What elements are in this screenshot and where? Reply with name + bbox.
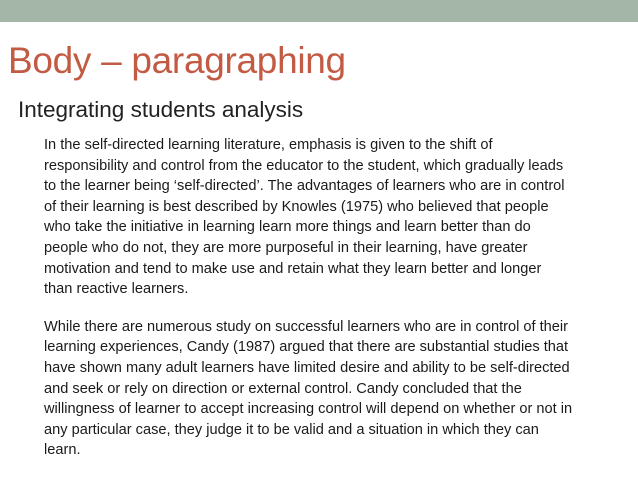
- text-line: responsibility and control from the educator to the student, which gradually leads: [44, 157, 564, 174]
- paragraph-1: [44, 135, 634, 300]
- text-line: any particular case, they judge it to be valid and a situation in which they can: [44, 421, 539, 438]
- text-line: than reactive learners.: [44, 281, 189, 298]
- text-line: motivation and tend to make use and retain what they learn better and longer: [44, 260, 542, 277]
- text-line: have shown many adult learners have limited desire and ability to be self-directed: [44, 359, 570, 376]
- text-line: who take the initiative in learning learn more things and learn better than do: [44, 219, 531, 236]
- text-line: learn.: [44, 442, 81, 459]
- slide-body: [44, 135, 634, 478]
- text-line: willingness of learner to accept increasing control will depend on whether or not in: [44, 401, 573, 418]
- slide-title: Body – paragraphing: [8, 40, 346, 81]
- text-line: to the learner being ‘self-directed’. The advantages of learners who are in control: [44, 178, 565, 195]
- text-line: learning experiences, Candy (1987) argued that there are substantial studies that: [44, 339, 569, 356]
- text-line: people who do not, they are more purposeful in their learning, have greater: [44, 239, 528, 256]
- text-line: While there are numerous study on successful learners who are in control of their: [44, 318, 569, 335]
- slide-subtitle: Integrating students analysis: [18, 97, 304, 122]
- text-line: In the self-directed learning literature, emphasis is given to the shift of: [44, 137, 493, 153]
- text-line: and seek or rely on direction or external control. Candy concluded that the: [44, 380, 522, 397]
- top-color-band: [0, 0, 638, 22]
- paragraph-2: [44, 317, 634, 461]
- text-line: of their learning is best described by Knowles (1975) who believed that people: [44, 198, 549, 215]
